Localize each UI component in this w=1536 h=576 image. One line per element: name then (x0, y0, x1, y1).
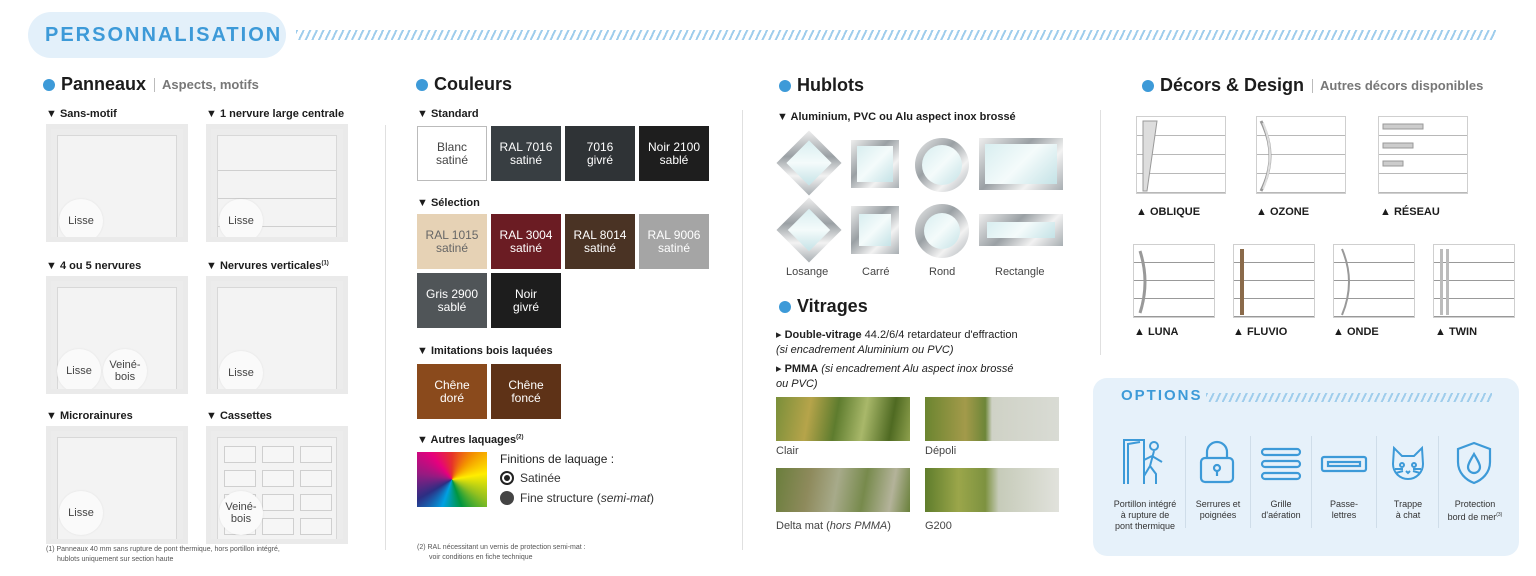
vitrage-g200-photo[interactable] (925, 468, 1059, 512)
hublot-carre-inox[interactable] (851, 206, 899, 254)
standard-swatches (417, 126, 709, 181)
finish-circle: Lisse (57, 349, 101, 393)
decor-fluvio[interactable] (1233, 244, 1315, 318)
option-label-protection: Protection bord de mer$^{(3)}$ (1447, 499, 1503, 522)
vitrage-delta-photo[interactable] (776, 468, 910, 512)
hublot-rond-inox[interactable] (915, 204, 969, 258)
panel-label-cassettes: ▼ Cassettes (206, 410, 272, 422)
swatch-selection-4[interactable]: Gris 2900 sablé (417, 273, 487, 328)
swatch-standard-1[interactable]: RAL 7016 satiné (491, 126, 561, 181)
decor-label-ozone: ▲ OZONE (1256, 206, 1310, 218)
door-person-icon[interactable] (1120, 436, 1172, 488)
couleurs-selection-label: ▼ Sélection (417, 197, 480, 209)
vitrage-clair-photo[interactable] (776, 397, 910, 441)
panneaux-title: Panneaux Aspects, motifs (43, 74, 259, 95)
shield-drop-icon[interactable] (1454, 440, 1494, 486)
vitrage-pmma-desc: ▸ PMMA (si encadrement Alu aspect inox brossé ou PVC) (776, 363, 1014, 390)
hublot-losange[interactable] (776, 130, 841, 195)
option-label-trappe: Trappe à chat (1393, 499, 1423, 520)
divider (742, 110, 743, 550)
swatch-standard-0[interactable]: Blanc satiné (417, 126, 487, 181)
option-label-passe-lettres: Passe- lettres (1329, 499, 1358, 520)
options-title: OPTIONS (1121, 387, 1203, 404)
divider (385, 125, 386, 550)
panel-4-5-nervures[interactable] (46, 276, 188, 394)
decor-label-onde: ▲ ONDE (1333, 326, 1379, 338)
hublots-title: Hublots (779, 75, 864, 96)
vitrage-caption-clair: Clair (776, 445, 799, 457)
decor-label-fluvio: ▲ FLUVIO (1233, 326, 1288, 338)
swatch-selection-2[interactable]: RAL 8014 satiné (565, 214, 635, 269)
swatch-selection-0[interactable]: RAL 1015 satiné (417, 214, 487, 269)
vitrages-title: Vitrages (779, 296, 868, 317)
finish-option-fine-structure[interactable]: Fine structure ( semi-mat ) (500, 491, 654, 505)
letterbox-icon[interactable] (1320, 455, 1368, 473)
swatch-selection-1[interactable]: RAL 3004 satiné (491, 214, 561, 269)
selection-swatches (417, 214, 717, 328)
vitrage-depoli-photo[interactable] (925, 397, 1059, 441)
decor-ozone[interactable] (1256, 116, 1346, 194)
decor-label-luna: ▲ LUNA (1134, 326, 1179, 338)
finish-circle: Lisse (59, 199, 103, 242)
swatch-selection-3[interactable]: RAL 9006 satiné (639, 214, 709, 269)
option-label-grille: Grille d'aération (1261, 499, 1301, 520)
panel-sans-motif[interactable] (46, 124, 188, 242)
panneaux-footnote: (1) Panneaux 40 mm sans rupture de pont thermique, hors portillon intégré, hublots uniquement sur section haute (46, 546, 280, 563)
decors-title: Décors & Design Autres décors disponibles (1142, 75, 1483, 96)
finish-circle: Lisse (59, 491, 103, 535)
couleurs-imitations-label: ▼ Imitations bois laquées (417, 345, 553, 357)
swatch-standard-2[interactable]: 7016 givré (565, 126, 635, 181)
finish-option-satinee[interactable]: Satinée (500, 471, 561, 485)
hublot-rectangle-inox[interactable] (979, 214, 1063, 246)
vitrage-caption-delta: Delta mat (hors PMMA) (776, 520, 891, 532)
vitrage-caption-g200: G200 (925, 520, 952, 532)
panel-label-1-nervure: ▼ 1 nervure large centrale (206, 108, 345, 120)
vent-grille-icon[interactable] (1260, 446, 1302, 482)
finish-circle: Lisse (219, 199, 263, 242)
divider (1100, 110, 1101, 355)
panneaux-subtitle: Aspects, motifs (154, 78, 259, 92)
panel-nervures-verticales[interactable] (206, 276, 348, 394)
options-hatch (1206, 393, 1492, 402)
hublot-rectangle[interactable] (979, 138, 1063, 190)
filled-dot-icon (500, 491, 514, 505)
decor-luna[interactable] (1133, 244, 1215, 318)
page-title: PERSONNALISATION (45, 24, 283, 46)
header-hatch (296, 30, 1496, 40)
vitrage-double-desc: ▸ Double-vitrage 44.2/6/4 retardateur d'effraction (si encadrement Aluminium ou PVC) (776, 329, 1018, 356)
cat-icon[interactable] (1389, 444, 1427, 484)
swatch-imitation-1[interactable]: Chêne foncé (491, 364, 561, 419)
hublot-caption-losange: Losange (786, 266, 829, 278)
finish-circle: Lisse (219, 351, 263, 394)
hublot-caption-carre: Carré (862, 266, 890, 278)
couleurs-standard-label: ▼ Standard (417, 108, 479, 120)
bullet-dot (43, 79, 55, 91)
decor-label-oblique: ▲ OBLIQUE (1136, 206, 1201, 218)
panel-cassettes[interactable] (206, 426, 348, 544)
decor-onde[interactable] (1333, 244, 1415, 318)
decor-oblique[interactable] (1136, 116, 1226, 194)
finish-circle: Veiné- bois (219, 491, 263, 535)
swatch-selection-5[interactable]: Noir givré (491, 273, 561, 328)
color-fan-image (417, 452, 487, 507)
panel-label-nervures-verticales: ▼ Nervures verticales$^{(1)}$ (206, 260, 329, 272)
panel-label-4-5-nervures: ▼ 4 ou 5 nervures (46, 260, 142, 272)
option-label-portillon: Portillon intégré à rupture de pont thermique (1113, 499, 1177, 531)
swatch-imitation-0[interactable]: Chêne doré (417, 364, 487, 419)
hublot-caption-rectangle: Rectangle (995, 266, 1045, 278)
padlock-icon[interactable] (1197, 440, 1237, 486)
finitions-title: Finitions de laquage : (500, 452, 615, 466)
radio-icon (500, 471, 514, 485)
swatch-standard-3[interactable]: Noir 2100 sablé (639, 126, 709, 181)
panel-microrainures[interactable] (46, 426, 188, 544)
finish-circle: Veiné- bois (103, 349, 147, 393)
decor-label-reseau: ▲ RÉSEAU (1380, 206, 1440, 218)
hublot-caption-rond: Rond (929, 266, 956, 278)
couleurs-autres-label: ▼ Autres laquages$^{(2)}$ (417, 434, 524, 446)
decor-reseau[interactable] (1378, 116, 1468, 194)
panel-1-nervure[interactable] (206, 124, 348, 242)
option-label-serrures: Serrures et poignées (1195, 499, 1241, 520)
panel-label-sans-motif: ▼ Sans-motif (46, 108, 117, 120)
decor-twin[interactable] (1433, 244, 1515, 318)
imitation-swatches (417, 364, 561, 419)
couleurs-title: Couleurs (416, 74, 512, 95)
couleurs-footnote: (2) RAL nécessitant un vernis de protection semi-mat : voir conditions en fiche technique (417, 544, 586, 561)
hublot-carre[interactable] (851, 140, 899, 188)
panel-label-microrainures: ▼ Microrainures (46, 410, 133, 422)
decors-subtitle: Autres décors disponibles (1312, 79, 1483, 93)
hublot-rond[interactable] (915, 138, 969, 192)
vitrage-caption-depoli: Dépoli (925, 445, 957, 457)
hublots-sublabel: ▼ Aluminium, PVC ou Alu aspect inox brossé (777, 111, 1016, 123)
hublot-losange-inox[interactable] (776, 197, 841, 262)
decor-label-twin: ▲ TWIN (1435, 326, 1478, 338)
